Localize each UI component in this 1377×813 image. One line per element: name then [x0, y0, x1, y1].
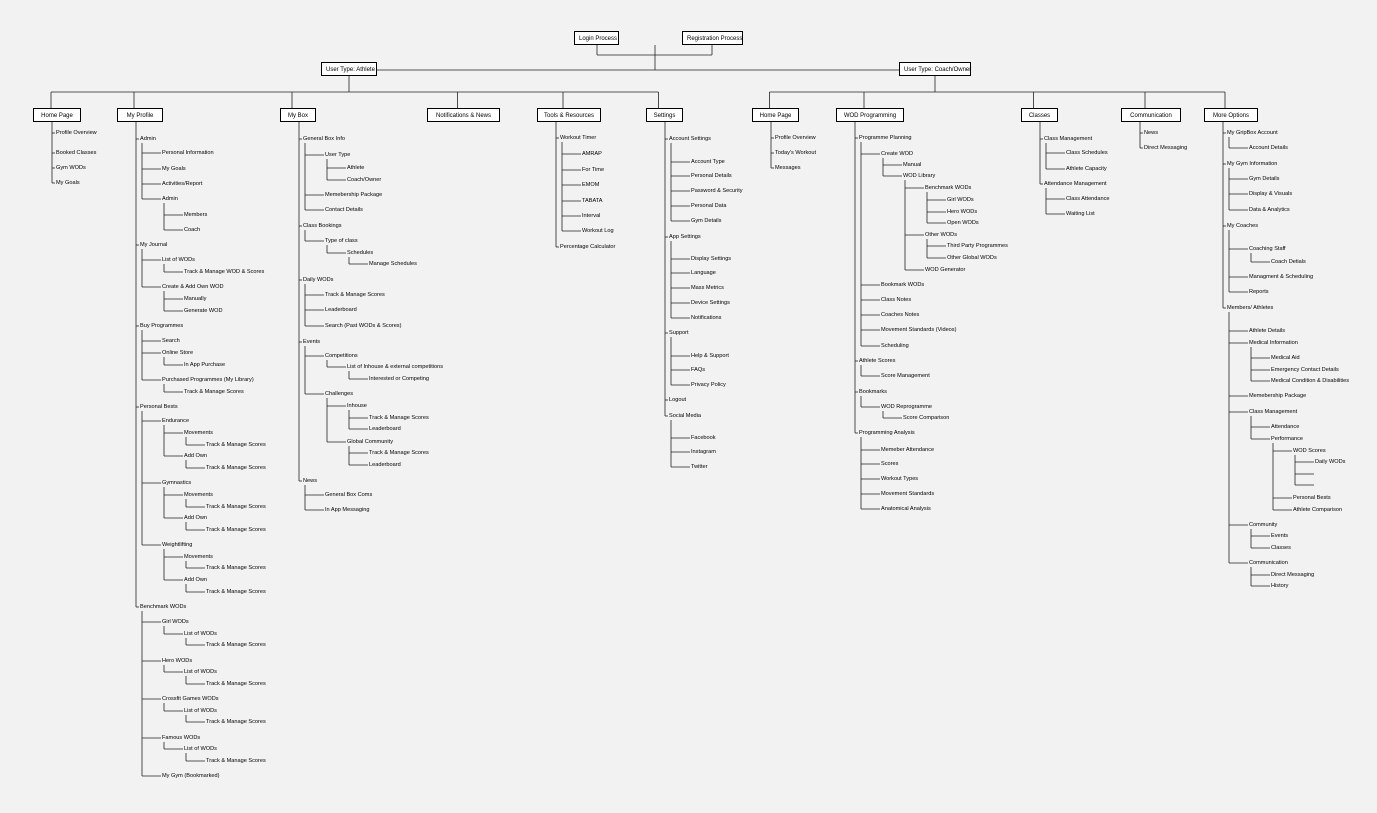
wod-programming-item-bookmarks[interactable]: Bookmarks: [859, 389, 887, 395]
settings-item-social-media[interactable]: Social Media: [669, 413, 702, 419]
wod-programming-item-third-party-programmes[interactable]: Third Party Programmes: [947, 243, 1008, 249]
column-my-box-box[interactable]: My Box: [280, 108, 316, 122]
my-box-item-schedules[interactable]: Schedules: [347, 250, 374, 256]
my-profile-item-movements[interactable]: Movements: [184, 554, 213, 560]
my-profile-item-admin[interactable]: Admin: [140, 136, 156, 142]
more-options-item-emergency-contact-details[interactable]: Emergency Contact Details: [1271, 367, 1339, 373]
wod-programming-item-girl-wods[interactable]: Girl WODs: [947, 197, 974, 203]
more-options-item-community[interactable]: Community: [1249, 522, 1278, 528]
my-box-item-coach-owner[interactable]: Coach/Owner: [347, 177, 382, 183]
my-profile-item-track-manage-scores[interactable]: Track & Manage Scores: [206, 465, 266, 471]
more-options-item-attendance[interactable]: Attendance: [1271, 424, 1300, 430]
my-profile-item-movements[interactable]: Movements: [184, 430, 213, 436]
column-more-options-box[interactable]: More Options: [1204, 108, 1258, 122]
my-profile-item-personal-information[interactable]: Personal Information: [162, 150, 214, 156]
wod-programming-item-athlete-scores[interactable]: Athlete Scores: [859, 358, 896, 364]
my-box-item-athlete[interactable]: Athlete: [347, 165, 365, 171]
column-tools-resources-box[interactable]: Tools & Resources: [537, 108, 601, 122]
my-box-item-track-manage-scores[interactable]: Track & Manage Scores: [325, 292, 385, 298]
wod-programming-item-other-wods[interactable]: Other WODs: [925, 232, 958, 238]
my-profile-item-track-manage-scores[interactable]: Track & Manage Scores: [206, 442, 266, 448]
wod-programming-item-bookmark-wods[interactable]: Bookmark WODs: [881, 282, 925, 288]
more-options-item-personal-bests[interactable]: Personal Bests: [1293, 495, 1331, 501]
settings-item-language[interactable]: Language: [691, 270, 716, 276]
settings-item-faqs[interactable]: FAQs: [691, 367, 705, 373]
wod-programming-item-anatomical-analysis[interactable]: Anatomical Analysis: [881, 506, 931, 512]
home-page-item-profile-overview[interactable]: Profile Overview: [775, 135, 816, 141]
my-box-item-in-app-messaging[interactable]: In App Messaging: [325, 507, 370, 513]
settings-item-twitter[interactable]: Twitter: [691, 464, 708, 470]
my-profile-item-track-manage-scores[interactable]: Track & Manage Scores: [206, 758, 266, 764]
more-options-item-coach-detials[interactable]: Coach Detials: [1271, 259, 1306, 265]
my-profile-item-my-goals[interactable]: My Goals: [162, 166, 186, 172]
wod-programming-item-manual[interactable]: Manual: [903, 162, 922, 168]
tools-resources-item-interval[interactable]: Interval: [582, 213, 601, 219]
my-profile-item-add-own[interactable]: Add Own: [184, 577, 208, 583]
more-options-item-display-visuals[interactable]: Display & Visuals: [1249, 191, 1293, 197]
settings-item-support[interactable]: Support: [669, 330, 689, 336]
settings-item-privacy-policy[interactable]: Privacy Policy: [691, 382, 726, 388]
my-profile-item-gymnastics[interactable]: Gymnastics: [162, 480, 192, 486]
settings-item-device-settings[interactable]: Device Settings: [691, 300, 730, 306]
more-options-item-members-athletes[interactable]: Members/ Athletes: [1227, 305, 1274, 311]
wod-programming-item-programming-analysis[interactable]: Programming Analysis: [859, 430, 915, 436]
settings-item-instagram[interactable]: Instagram: [691, 449, 716, 455]
settings-item-account-settings[interactable]: Account Settings: [669, 136, 711, 142]
my-profile-item-members[interactable]: Members: [184, 212, 208, 218]
wod-programming-item-workout-types[interactable]: Workout Types: [881, 476, 919, 482]
column-settings-box[interactable]: Settings: [646, 108, 683, 122]
more-options-item-medical-condition-disabilities[interactable]: Medical Condition & Disabilities: [1271, 378, 1350, 384]
wod-programming-item-scheduling[interactable]: Scheduling: [881, 343, 909, 349]
tools-resources-item-tabata[interactable]: TABATA: [582, 198, 603, 204]
wod-programming-item-wod-generator[interactable]: WOD Generator: [925, 267, 966, 273]
column-classes-box[interactable]: Classes: [1021, 108, 1058, 122]
more-options-item-daily-wods[interactable]: Daily WODs: [1315, 459, 1346, 465]
more-options-item-my-coaches[interactable]: My Coaches: [1227, 223, 1259, 229]
my-profile-item-endurance[interactable]: Endurance: [162, 418, 190, 424]
my-profile-item-track-manage-scores[interactable]: Track & Manage Scores: [206, 681, 266, 687]
my-box-item-general-box-info[interactable]: General Box Info: [303, 136, 345, 142]
my-box-item-daily-wods[interactable]: Daily WODs: [303, 277, 334, 283]
my-profile-item-girl-wods[interactable]: Girl WODs: [162, 619, 189, 625]
more-options-item-communication[interactable]: Communication: [1249, 560, 1288, 566]
more-options-item-class-management[interactable]: Class Management: [1249, 409, 1298, 415]
more-options-item-my-gripbox-account[interactable]: My GripBox Account: [1227, 130, 1278, 136]
my-profile-item-hero-wods[interactable]: Hero WODs: [162, 658, 193, 664]
wod-programming-item-wod-library[interactable]: WOD Library: [903, 173, 936, 179]
my-box-item-memebership-package[interactable]: Memebership Package: [325, 192, 383, 198]
communication-item-direct-messaging[interactable]: Direct Messaging: [1144, 145, 1188, 151]
my-profile-item-online-store[interactable]: Online Store: [162, 350, 194, 356]
more-options-item-managment-scheduling[interactable]: Managment & Scheduling: [1249, 274, 1314, 280]
tools-resources-item-percentage-calculator[interactable]: Percentage Calculator: [560, 244, 616, 250]
more-options-item-coaching-staff[interactable]: Coaching Staff: [1249, 246, 1286, 252]
my-box-item-interested-or-competing[interactable]: Interested or Competing: [369, 376, 430, 382]
my-box-item-news[interactable]: News: [303, 478, 317, 484]
registration-process-box[interactable]: Registration Process: [682, 31, 743, 45]
classes-item-waiting-list[interactable]: Waiting List: [1066, 211, 1095, 217]
column-home-page-box[interactable]: Home Page: [752, 108, 799, 122]
more-options-item-performance[interactable]: Performance: [1271, 436, 1304, 442]
my-box-item-search-past-wods-scores[interactable]: Search (Past WODs & Scores): [325, 323, 402, 329]
my-box-item-class-bookings[interactable]: Class Bookings: [303, 223, 342, 229]
my-profile-item-list-of-wods[interactable]: List of WODs: [184, 708, 217, 714]
tools-resources-item-emom[interactable]: EMOM: [582, 182, 600, 188]
my-box-item-challenges[interactable]: Challenges: [325, 391, 353, 397]
settings-item-notifications[interactable]: Notifications: [691, 315, 722, 321]
my-profile-item-create-add-own-wod[interactable]: Create & Add Own WOD: [162, 284, 224, 290]
my-box-item-competitions[interactable]: Competitions: [325, 353, 358, 359]
classes-item-class-management[interactable]: Class Management: [1044, 136, 1093, 142]
wod-programming-item-hero-wods[interactable]: Hero WODs: [947, 209, 978, 215]
more-options-item-athlete-details[interactable]: Athlete Details: [1249, 328, 1286, 334]
settings-item-logout[interactable]: Logout: [669, 397, 687, 403]
wod-programming-item-wod-reprogramme[interactable]: WOD Reprogramme: [881, 404, 932, 410]
user-type-athlete-box[interactable]: User Type: Athlete: [321, 62, 377, 76]
home-page-item-my-goals[interactable]: My Goals: [56, 180, 80, 186]
my-box-item-events[interactable]: Events: [303, 339, 321, 345]
more-options-item-gym-details[interactable]: Gym Details: [1249, 176, 1280, 182]
settings-item-gym-details[interactable]: Gym Details: [691, 218, 722, 224]
more-options-item-medical-aid[interactable]: Medical Aid: [1271, 355, 1300, 361]
more-options-item-wod-scores[interactable]: WOD Scores: [1293, 448, 1326, 454]
my-profile-item-list-of-wods[interactable]: List of WODs: [184, 631, 217, 637]
home-page-item-profile-overview[interactable]: Profile Overview: [56, 130, 97, 136]
my-profile-item-search[interactable]: Search: [162, 338, 180, 344]
my-profile-item-in-app-purchase[interactable]: In App Purchase: [184, 362, 226, 368]
wod-programming-item-score-management[interactable]: Score Management: [881, 373, 930, 379]
tools-resources-item-workout-log[interactable]: Workout Log: [582, 228, 614, 234]
my-profile-item-movements[interactable]: Movements: [184, 492, 213, 498]
more-options-item-my-gym-information[interactable]: My Gym Information: [1227, 161, 1278, 167]
my-profile-item-activities-report[interactable]: Activities/Report: [162, 181, 203, 187]
tools-resources-item-amrap[interactable]: AMRAP: [582, 151, 602, 157]
my-profile-item-my-gym-bookmarked[interactable]: My Gym (Bookmarked): [162, 773, 220, 779]
settings-item-personal-details[interactable]: Personal Details: [691, 173, 732, 179]
my-profile-item-manually[interactable]: Manually: [184, 296, 207, 302]
my-profile-item-purchased-programmes-my-library[interactable]: Purchased Programmes (My Library): [162, 377, 254, 383]
more-options-item-athlete-comparison[interactable]: Athlete Comparison: [1293, 507, 1343, 513]
wod-programming-item-programme-planning[interactable]: Programme Planning: [859, 135, 912, 141]
wod-programming-item-memeber-attendance[interactable]: Memeber Attendance: [881, 447, 935, 453]
my-profile-item-personal-bests[interactable]: Personal Bests: [140, 404, 178, 410]
more-options-item-events[interactable]: Events: [1271, 533, 1289, 539]
settings-item-help-support[interactable]: Help & Support: [691, 353, 729, 359]
my-box-item-global-community[interactable]: Global Community: [347, 439, 394, 445]
my-box-item-leaderboard[interactable]: Leaderboard: [369, 462, 401, 468]
my-box-item-leaderboard[interactable]: Leaderboard: [325, 307, 357, 313]
my-box-item-type-of-class[interactable]: Type of class: [325, 238, 358, 244]
my-box-item-manage-schedules[interactable]: Manage Schedules: [369, 261, 417, 267]
my-box-item-leaderboard[interactable]: Leaderboard: [369, 426, 401, 432]
more-options-item-reports[interactable]: Reports: [1249, 289, 1269, 295]
more-options-item-memebership-package[interactable]: Memebership Package: [1249, 393, 1307, 399]
wod-programming-item-other-global-wods[interactable]: Other Global WODs: [947, 255, 997, 261]
tools-resources-item-for-time[interactable]: For Time: [582, 167, 605, 173]
settings-item-password-security[interactable]: Password & Security: [691, 188, 743, 194]
my-profile-item-add-own[interactable]: Add Own: [184, 453, 208, 459]
classes-item-athlete-capacity[interactable]: Athlete Capacity: [1066, 166, 1107, 172]
classes-item-attendance-management[interactable]: Attendance Management: [1044, 181, 1107, 187]
my-profile-item-list-of-wods[interactable]: List of WODs: [184, 669, 217, 675]
communication-item-news[interactable]: News: [1144, 130, 1158, 136]
wod-programming-item-open-wods[interactable]: Open WODs: [947, 220, 979, 226]
settings-item-facebook[interactable]: Facebook: [691, 435, 716, 441]
my-profile-item-list-of-wods[interactable]: List of WODs: [162, 257, 195, 263]
wod-programming-item-score-comparison[interactable]: Score Comparison: [903, 415, 950, 421]
my-profile-item-benchmark-wods[interactable]: Benchmark WODs: [140, 604, 187, 610]
more-options-item-data-analytics[interactable]: Data & Analytics: [1249, 207, 1290, 213]
my-profile-item-famous-wods[interactable]: Famous WODs: [162, 735, 201, 741]
my-box-item-contact-details[interactable]: Contact Details: [325, 207, 363, 213]
column-notifications-news-box[interactable]: Notifications & News: [427, 108, 500, 122]
wod-programming-item-movement-standards[interactable]: Movement Standards: [881, 491, 935, 497]
my-profile-item-weightlifting[interactable]: Weightlifting: [162, 542, 193, 548]
my-profile-item-track-manage-scores[interactable]: Track & Manage Scores: [206, 642, 266, 648]
my-profile-item-add-own[interactable]: Add Own: [184, 515, 208, 521]
more-options-item-classes[interactable]: Classes: [1271, 545, 1291, 551]
wod-programming-item-class-notes[interactable]: Class Notes: [881, 297, 912, 303]
my-profile-item-admin[interactable]: Admin: [162, 196, 178, 202]
settings-item-personal-data[interactable]: Personal Data: [691, 203, 727, 209]
more-options-item-history[interactable]: History: [1271, 583, 1289, 589]
my-profile-item-track-manage-scores[interactable]: Track & Manage Scores: [206, 589, 266, 595]
home-page-item-messages[interactable]: Messages: [775, 165, 801, 171]
my-box-item-user-type[interactable]: User Type: [325, 152, 351, 158]
my-profile-item-buy-programmes[interactable]: Buy Programmes: [140, 323, 184, 329]
column-my-profile-box[interactable]: My Profile: [117, 108, 163, 122]
my-profile-item-track-manage-scores[interactable]: Track & Manage Scores: [206, 527, 266, 533]
classes-item-class-attendance[interactable]: Class Attendance: [1066, 196, 1110, 202]
more-options-item-medical-information[interactable]: Medical Information: [1249, 340, 1298, 346]
wod-programming-item-create-wod[interactable]: Create WOD: [881, 151, 914, 157]
classes-item-class-schedules[interactable]: Class Schedules: [1066, 150, 1108, 156]
wod-programming-item-benchmark-wods[interactable]: Benchmark WODs: [925, 185, 972, 191]
home-page-item-today-s-workout[interactable]: Today's Workout: [775, 150, 817, 156]
my-profile-item-generate-wod[interactable]: Generate WOD: [184, 308, 223, 314]
home-page-item-gym-wods[interactable]: Gym WODs: [56, 165, 86, 171]
my-box-item-list-of-inhouse-external-competitions[interactable]: List of Inhouse & external competitions: [347, 364, 444, 370]
login-process-box[interactable]: Login Process: [574, 31, 619, 45]
my-profile-item-my-journal[interactable]: My Journal: [140, 242, 168, 248]
my-box-item-track-manage-scores[interactable]: Track & Manage Scores: [369, 450, 429, 456]
my-profile-item-track-manage-scores[interactable]: Track & Manage Scores: [184, 389, 244, 395]
wod-programming-item-movement-standards-videos[interactable]: Movement Standards (Videos): [881, 327, 957, 333]
my-profile-item-track-manage-scores[interactable]: Track & Manage Scores: [206, 565, 266, 571]
my-profile-item-list-of-wods[interactable]: List of WODs: [184, 746, 217, 752]
my-box-item-general-box-coms[interactable]: General Box Coms: [325, 492, 373, 498]
my-profile-item-crossfit-games-wods[interactable]: Crossfit Games WODs: [162, 696, 219, 702]
my-profile-item-coach[interactable]: Coach: [184, 227, 201, 233]
user-type-coach-box[interactable]: User Type: Coach/Owner: [899, 62, 971, 76]
home-page-item-booked-classes[interactable]: Booked Classes: [56, 150, 97, 156]
my-profile-item-track-manage-scores[interactable]: Track & Manage Scores: [206, 504, 266, 510]
my-box-item-track-manage-scores[interactable]: Track & Manage Scores: [369, 415, 429, 421]
my-box-item-inhouse[interactable]: Inhouse: [347, 403, 367, 409]
settings-item-mass-metrics[interactable]: Mass Metrics: [691, 285, 724, 291]
wod-programming-item-scores[interactable]: Scores: [881, 461, 899, 467]
more-options-item-direct-messaging[interactable]: Direct Messaging: [1271, 572, 1315, 578]
wod-programming-item-coaches-notes[interactable]: Coaches Notes: [881, 312, 920, 318]
settings-item-account-type[interactable]: Account Type: [691, 159, 725, 165]
column-wod-programming-box[interactable]: WOD Programming: [836, 108, 904, 122]
tools-resources-item-workout-timer[interactable]: Workout Timer: [560, 135, 597, 141]
my-profile-item-track-manage-wod-scores[interactable]: Track & Manage WOD & Scores: [184, 269, 265, 275]
column-home-page-box[interactable]: Home Page: [33, 108, 81, 122]
my-profile-item-track-manage-scores[interactable]: Track & Manage Scores: [206, 719, 266, 725]
column-communication-box[interactable]: Communication: [1121, 108, 1181, 122]
settings-item-app-settings[interactable]: App Settings: [669, 234, 701, 240]
more-options-item-account-details[interactable]: Account Details: [1249, 145, 1288, 151]
settings-item-display-settings[interactable]: Display Settings: [691, 256, 732, 262]
